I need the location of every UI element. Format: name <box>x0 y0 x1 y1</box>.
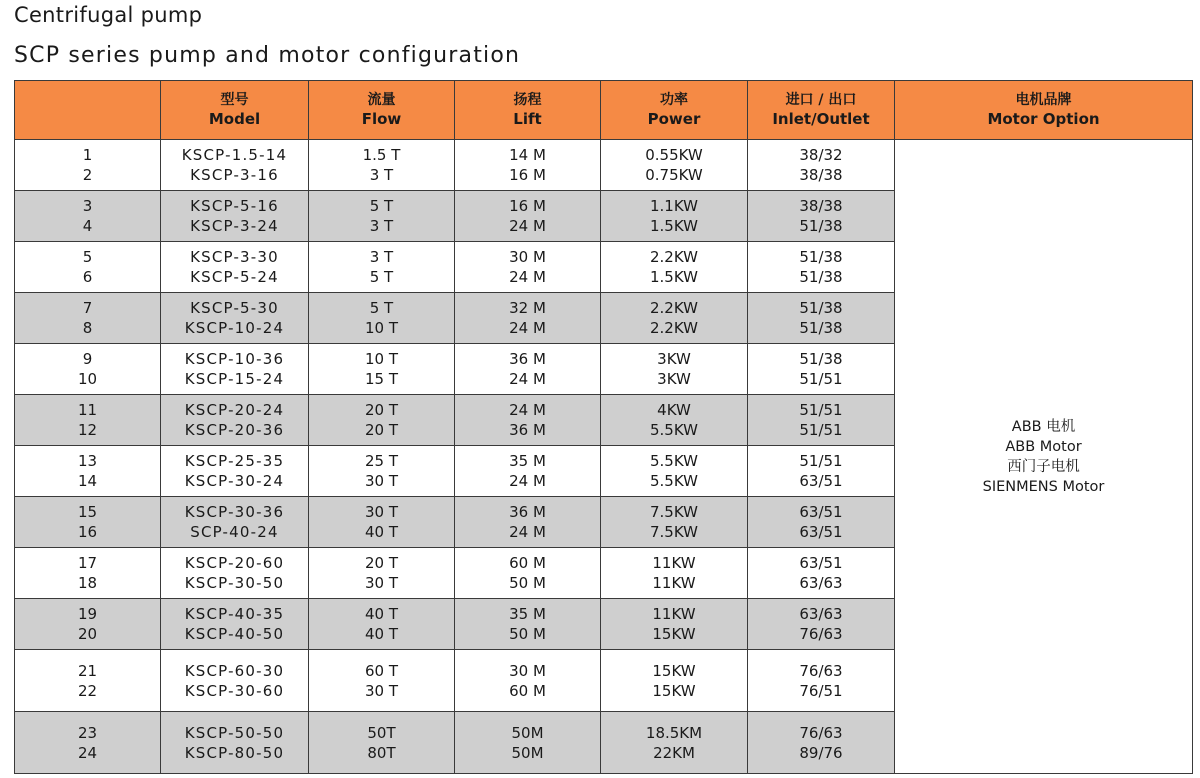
flow-cell <box>309 191 455 242</box>
power-cell <box>601 497 748 548</box>
row-number-line: 5 <box>82 248 93 266</box>
model-cell <box>161 446 309 497</box>
model-cell-line: KSCP-30-60 <box>184 681 285 700</box>
power-cell-line: 15KW <box>652 661 696 680</box>
power-cell-line: 5.5KW <box>650 452 698 470</box>
inlet-outlet-cell <box>748 140 895 191</box>
inlet-outlet-cell-line: 51/38 <box>799 268 843 286</box>
model-cell-line: KSCP-5-16 <box>190 197 279 215</box>
table-row <box>15 140 1193 191</box>
model-cell-line: KSCP-25-35 <box>184 452 285 470</box>
flow-cell-line: 50T <box>367 723 396 742</box>
inlet-outlet-cell-line: 51/38 <box>799 350 843 368</box>
inlet-outlet-cell-line: 63/63 <box>799 574 843 592</box>
header-model-en: Model <box>208 110 261 128</box>
lift-cell <box>455 293 601 344</box>
row-number-line: 22 <box>77 681 98 700</box>
power-cell-line: 2.2KW <box>650 319 698 337</box>
inlet-outlet-cell <box>748 712 895 774</box>
model-cell <box>161 344 309 395</box>
power-cell <box>601 548 748 599</box>
motor-option-line: ABB Motor <box>1005 438 1082 455</box>
row-number-line: 7 <box>82 299 93 317</box>
row-number <box>15 548 161 599</box>
lift-cell-line: 24 M <box>509 523 546 541</box>
power-cell-line: 2.2KW <box>650 248 698 266</box>
model-cell <box>161 242 309 293</box>
row-number <box>15 395 161 446</box>
flow-cell-line: 5 T <box>369 268 394 286</box>
power-cell <box>601 140 748 191</box>
model-cell-line: KSCP-15-24 <box>184 370 285 388</box>
power-cell <box>601 293 748 344</box>
inlet-outlet-cell-line: 76/63 <box>799 625 843 643</box>
flow-cell <box>309 344 455 395</box>
model-cell-line: KSCP-1.5-14 <box>181 146 288 164</box>
flow-cell-line: 5 T <box>369 197 394 215</box>
header-motor-option <box>895 81 1193 140</box>
flow-cell <box>309 242 455 293</box>
model-cell-line: KSCP-20-36 <box>184 421 285 439</box>
row-number-line: 13 <box>77 452 98 470</box>
model-cell-line: KSCP-10-24 <box>184 319 285 337</box>
inlet-outlet-cell <box>748 395 895 446</box>
power-cell <box>601 650 748 712</box>
flow-cell-line: 3 T <box>369 217 394 235</box>
power-cell-line: 11KW <box>652 574 696 592</box>
lift-cell-line: 36 M <box>509 421 546 439</box>
model-cell-line: KSCP-60-30 <box>184 661 285 680</box>
lift-cell <box>455 242 601 293</box>
inlet-outlet-cell-line: 63/51 <box>799 523 843 541</box>
lift-cell-line: 24 M <box>509 319 546 337</box>
row-number-line: 20 <box>77 625 98 643</box>
table-header-row <box>15 81 1193 140</box>
power-cell <box>601 242 748 293</box>
power-cell <box>601 344 748 395</box>
flow-cell <box>309 446 455 497</box>
row-number-line: 1 <box>82 146 93 164</box>
inlet-outlet-cell <box>748 548 895 599</box>
lift-cell-line: 50 M <box>509 625 546 643</box>
inlet-outlet-cell <box>748 191 895 242</box>
power-cell-line: 2.2KW <box>650 299 698 317</box>
header-power-cn: 功率 <box>660 92 688 108</box>
inlet-outlet-cell-line: 51/38 <box>799 299 843 317</box>
header-flow <box>309 81 455 140</box>
inlet-outlet-cell-line: 76/51 <box>799 681 843 700</box>
power-cell-line: 15KW <box>652 625 696 643</box>
model-cell-line: KSCP-3-30 <box>190 248 279 266</box>
lift-cell-line: 24 M <box>509 370 546 388</box>
model-cell-line: KSCP-5-24 <box>190 268 279 286</box>
inlet-outlet-cell-line: 76/63 <box>799 661 843 680</box>
flow-cell-line: 10 T <box>364 319 399 337</box>
flow-cell-line: 20 T <box>364 554 399 572</box>
inlet-outlet-cell <box>748 344 895 395</box>
row-number-line: 17 <box>77 554 98 572</box>
flow-cell-line: 5 T <box>369 299 394 317</box>
lift-cell-line: 30 M <box>509 248 546 266</box>
flow-cell <box>309 548 455 599</box>
power-cell-line: 11KW <box>652 605 696 623</box>
header-power <box>601 81 748 140</box>
flow-cell <box>309 650 455 712</box>
spec-table <box>14 80 1193 774</box>
row-number <box>15 650 161 712</box>
power-cell-line: 7.5KW <box>650 523 698 541</box>
motor-option-cell <box>895 140 1193 774</box>
header-flow-en: Flow <box>361 110 402 128</box>
header-inlet-outlet <box>748 81 895 140</box>
header-lift-en: Lift <box>513 110 542 128</box>
flow-cell-line: 1.5 T <box>362 146 401 164</box>
flow-cell-line: 10 T <box>364 350 399 368</box>
flow-cell-line: 20 T <box>364 421 399 439</box>
inlet-outlet-cell-line: 51/51 <box>799 370 843 388</box>
model-cell-line: KSCP-3-24 <box>190 217 279 235</box>
power-cell <box>601 446 748 497</box>
lift-cell-line: 35 M <box>509 605 546 623</box>
power-cell-line: 5.5KW <box>650 421 698 439</box>
power-cell-line: 3KW <box>657 350 691 368</box>
flow-cell-line: 30 T <box>364 574 399 592</box>
header-io-en: Inlet/Outlet <box>772 110 870 128</box>
model-cell-line: KSCP-30-36 <box>184 503 285 521</box>
flow-cell-line: 15 T <box>364 370 399 388</box>
inlet-outlet-cell-line: 38/38 <box>799 197 843 215</box>
lift-cell-line: 60 M <box>509 554 546 572</box>
model-cell-line: KSCP-30-24 <box>184 472 285 490</box>
motor-option-line: SIENMENS Motor <box>982 478 1105 495</box>
inlet-outlet-cell-line: 51/51 <box>799 401 843 419</box>
header-motor-en: Motor Option <box>987 110 1100 128</box>
inlet-outlet-cell-line: 63/63 <box>799 605 843 623</box>
page-subtitle: SCP series pump and motor configuration <box>14 43 521 68</box>
row-number <box>15 242 161 293</box>
lift-cell-line: 50M <box>511 723 544 742</box>
power-cell-line: 15KW <box>652 681 696 700</box>
row-number-line: 11 <box>77 401 98 419</box>
power-cell-line: 5.5KW <box>650 472 698 490</box>
lift-cell <box>455 140 601 191</box>
row-number-line: 12 <box>77 421 98 439</box>
lift-cell <box>455 446 601 497</box>
inlet-outlet-cell-line: 51/38 <box>799 248 843 266</box>
row-number-line: 23 <box>77 723 98 742</box>
header-flow-cn: 流量 <box>367 92 396 108</box>
model-cell <box>161 548 309 599</box>
power-cell-line: 1.1KW <box>650 197 698 215</box>
lift-cell <box>455 344 601 395</box>
row-number-line: 8 <box>82 319 93 337</box>
flow-cell-line: 30 T <box>364 503 399 521</box>
lift-cell-line: 36 M <box>509 503 546 521</box>
power-cell <box>601 395 748 446</box>
row-number-line: 19 <box>77 605 98 623</box>
inlet-outlet-cell-line: 63/51 <box>799 554 843 572</box>
header-no <box>15 81 161 140</box>
power-cell-line: 7.5KW <box>650 503 698 521</box>
inlet-outlet-cell-line: 38/32 <box>799 146 843 164</box>
flow-cell-line: 3 T <box>369 166 394 184</box>
flow-cell-line: 3 T <box>369 248 394 266</box>
inlet-outlet-cell <box>748 293 895 344</box>
model-cell-line: KSCP-5-30 <box>190 299 279 317</box>
lift-cell-line: 16 M <box>509 197 546 215</box>
lift-cell <box>455 599 601 650</box>
table-body <box>15 140 1193 774</box>
motor-option-line: 西门子电机 <box>1007 458 1080 475</box>
lift-cell <box>455 497 601 548</box>
model-cell-line: KSCP-10-36 <box>184 350 285 368</box>
lift-cell-line: 36 M <box>509 350 546 368</box>
lift-cell <box>455 712 601 774</box>
power-cell-line: 0.75KW <box>645 166 703 184</box>
inlet-outlet-cell-line: 51/51 <box>799 452 843 470</box>
inlet-outlet-cell <box>748 599 895 650</box>
lift-cell <box>455 395 601 446</box>
row-number-line: 14 <box>77 472 98 490</box>
model-cell-line: KSCP-50-50 <box>184 723 285 742</box>
flow-cell-line: 80T <box>367 743 396 762</box>
inlet-outlet-cell-line: 89/76 <box>799 743 843 762</box>
header-model-cn: 型号 <box>220 92 249 108</box>
model-cell-line: KSCP-20-24 <box>184 401 285 419</box>
row-number-line: 21 <box>77 661 98 680</box>
lift-cell <box>455 548 601 599</box>
header-lift-cn: 扬程 <box>513 92 542 108</box>
lift-cell-line: 50M <box>511 743 544 762</box>
row-number-line: 24 <box>77 743 98 762</box>
flow-cell <box>309 293 455 344</box>
header-motor-cn: 电机品牌 <box>1015 92 1072 108</box>
inlet-outlet-cell-line: 63/51 <box>799 503 843 521</box>
model-cell <box>161 497 309 548</box>
lift-cell-line: 24 M <box>509 217 546 235</box>
lift-cell <box>455 191 601 242</box>
model-cell-line: SCP-40-24 <box>190 523 279 541</box>
flow-cell-line: 40 T <box>364 605 399 623</box>
row-number <box>15 599 161 650</box>
model-cell <box>161 191 309 242</box>
lift-cell-line: 32 M <box>509 299 546 317</box>
flow-cell-line: 20 T <box>364 401 399 419</box>
flow-cell <box>309 497 455 548</box>
model-cell-line: KSCP-20-60 <box>184 554 285 572</box>
power-cell-line: 22KM <box>653 743 695 762</box>
lift-cell-line: 60 M <box>509 681 546 700</box>
power-cell <box>601 712 748 774</box>
power-cell <box>601 599 748 650</box>
power-cell-line: 0.55KW <box>645 146 703 164</box>
power-cell-line: 1.5KW <box>650 217 698 235</box>
model-cell-line: KSCP-40-35 <box>184 605 285 623</box>
row-number-line: 9 <box>82 350 93 368</box>
row-number <box>15 191 161 242</box>
row-number <box>15 344 161 395</box>
model-cell <box>161 599 309 650</box>
flow-cell-line: 25 T <box>364 452 399 470</box>
power-cell-line: 11KW <box>652 554 696 572</box>
lift-cell-line: 16 M <box>509 166 546 184</box>
row-number-line: 3 <box>82 197 93 215</box>
lift-cell-line: 30 M <box>509 661 546 680</box>
row-number-line: 10 <box>77 370 98 388</box>
power-cell-line: 4KW <box>657 401 691 419</box>
flow-cell-line: 60 T <box>364 661 399 680</box>
header-lift <box>455 81 601 140</box>
row-number-line: 16 <box>77 523 98 541</box>
model-cell <box>161 140 309 191</box>
model-cell-line: KSCP-40-50 <box>184 625 285 643</box>
row-number <box>15 497 161 548</box>
row-number-line: 18 <box>77 574 98 592</box>
model-cell <box>161 650 309 712</box>
flow-cell-line: 30 T <box>364 681 399 700</box>
inlet-outlet-cell <box>748 242 895 293</box>
row-number <box>15 712 161 774</box>
inlet-outlet-cell-line: 63/51 <box>799 472 843 490</box>
power-cell-line: 1.5KW <box>650 268 698 286</box>
lift-cell-line: 50 M <box>509 574 546 592</box>
inlet-outlet-cell-line: 38/38 <box>799 166 843 184</box>
inlet-outlet-cell <box>748 446 895 497</box>
lift-cell-line: 24 M <box>509 472 546 490</box>
inlet-outlet-cell-line: 51/51 <box>799 421 843 439</box>
lift-cell-line: 24 M <box>509 401 546 419</box>
lift-cell <box>455 650 601 712</box>
power-cell-line: 3KW <box>657 370 691 388</box>
inlet-outlet-cell <box>748 497 895 548</box>
flow-cell <box>309 395 455 446</box>
header-power-en: Power <box>647 110 701 128</box>
inlet-outlet-cell-line: 76/63 <box>799 723 843 742</box>
model-cell-line: KSCP-3-16 <box>190 166 279 184</box>
model-cell-line: KSCP-80-50 <box>184 743 285 762</box>
model-cell <box>161 395 309 446</box>
flow-cell-line: 40 T <box>364 523 399 541</box>
row-number-line: 4 <box>82 217 93 235</box>
row-number <box>15 446 161 497</box>
row-number-line: 6 <box>82 268 93 286</box>
row-number-line: 15 <box>77 503 98 521</box>
power-cell-line: 18.5KM <box>645 723 703 742</box>
flow-cell <box>309 712 455 774</box>
inlet-outlet-cell-line: 51/38 <box>799 217 843 235</box>
inlet-outlet-cell <box>748 650 895 712</box>
inlet-outlet-cell-line: 51/38 <box>799 319 843 337</box>
flow-cell <box>309 140 455 191</box>
row-number <box>15 140 161 191</box>
power-cell <box>601 191 748 242</box>
model-cell <box>161 293 309 344</box>
model-cell <box>161 712 309 774</box>
flow-cell-line: 30 T <box>364 472 399 490</box>
lift-cell-line: 14 M <box>509 146 546 164</box>
lift-cell-line: 35 M <box>509 452 546 470</box>
motor-option-line: ABB 电机 <box>1011 418 1076 435</box>
flow-cell-line: 40 T <box>364 625 399 643</box>
model-cell-line: KSCP-30-50 <box>184 574 285 592</box>
header-model <box>161 81 309 140</box>
row-number-line: 2 <box>82 166 93 184</box>
row-number <box>15 293 161 344</box>
page-title: Centrifugal pump <box>14 3 203 27</box>
flow-cell <box>309 599 455 650</box>
header-io-cn: 进口 / 出口 <box>785 92 857 108</box>
lift-cell-line: 24 M <box>509 268 546 286</box>
